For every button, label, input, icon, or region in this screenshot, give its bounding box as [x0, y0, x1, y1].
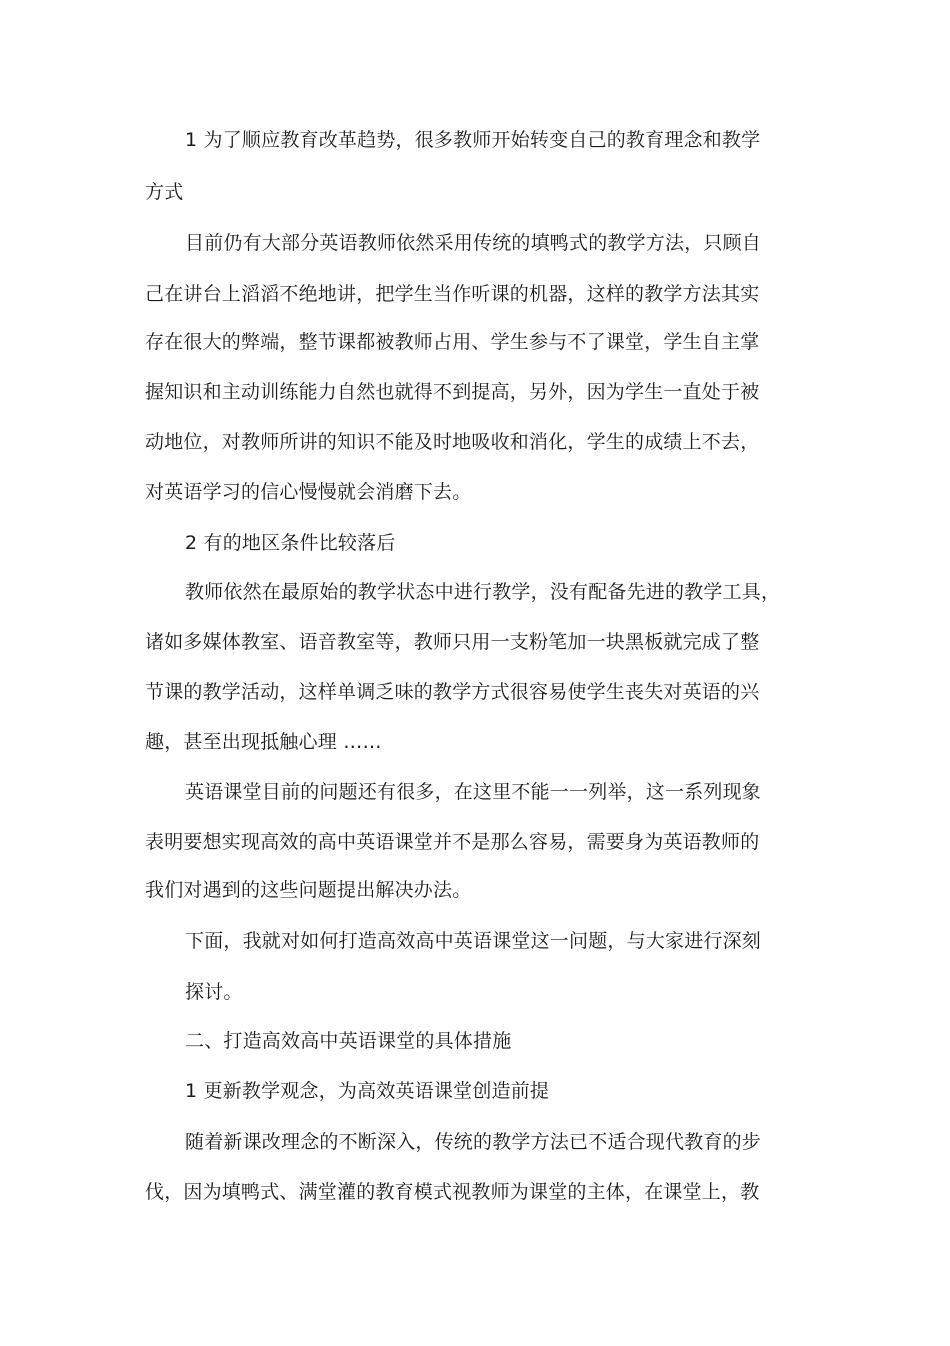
heading-2: 2 有的地区条件比较落后	[185, 532, 396, 554]
paragraph-1-line-2: 己在讲台上滔滔不绝地讲，把学生当作听课的机器，这样的教学方法其实	[145, 283, 760, 305]
paragraph-1-line-4: 握知识和主动训练能力自然也就得不到提高，另外，因为学生一直处于被	[145, 381, 760, 403]
paragraph-5-line-1: 随着新课改理念的不断深入，传统的教学方法已不适合现代教育的步	[185, 1131, 762, 1153]
paragraph-2-line-3: 节课的教学活动，这样单调乏味的教学方式很容易使学生丧失对英语的兴	[145, 681, 760, 703]
paragraph-2-line-4: 趣，甚至出现抵触心理 ……	[145, 731, 382, 753]
paragraph-4-line-1: 下面，我就对如何打造高效高中英语课堂这一问题，与大家进行深刻	[185, 930, 762, 952]
subsection-heading: 1 更新教学观念，为高效英语课堂创造前提	[185, 1080, 550, 1102]
paragraph-1-line-5: 动地位，对教师所讲的知识不能及时地吸收和消化，学生的成绩上不去，	[145, 431, 760, 453]
section-heading: 二、打造高效高中英语课堂的具体措施	[185, 1030, 512, 1052]
paragraph-5-line-2: 伐，因为填鸭式、满堂灌的教育模式视教师为课堂的主体，在课堂上，教	[145, 1181, 760, 1203]
heading-1-line-1: 1 为了顺应教育改革趋势，很多教师开始转变自己的教育理念和教学	[185, 129, 761, 151]
paragraph-1-line-6: 对英语学习的信心慢慢就会消磨下去。	[145, 481, 472, 503]
paragraph-1-line-3: 存在很大的弊端，整节课都被教师占用、学生参与不了课堂，学生自主掌	[145, 331, 760, 353]
paragraph-3-line-1: 英语课堂目前的问题还有很多，在这里不能一一列举，这一系列现象	[185, 781, 762, 803]
paragraph-2-line-1: 教师依然在最原始的教学状态中进行教学，没有配备先进的教学工具，	[185, 581, 781, 603]
paragraph-4-line-2: 探讨。	[185, 981, 243, 1003]
heading-1-line-2: 方式	[145, 181, 184, 203]
paragraph-3-line-3: 我们对遇到的这些问题提出解决办法。	[145, 879, 472, 901]
paragraph-2-line-2: 诸如多媒体教室、语音教室等，教师只用一支粉笔加一块黑板就完成了整	[145, 631, 760, 653]
paragraph-1-line-1: 目前仍有大部分英语教师依然采用传统的填鸭式的教学方法，只顾自	[185, 232, 762, 254]
paragraph-3-line-2: 表明要想实现高效的高中英语课堂并不是那么容易，需要身为英语教师的	[145, 831, 760, 853]
